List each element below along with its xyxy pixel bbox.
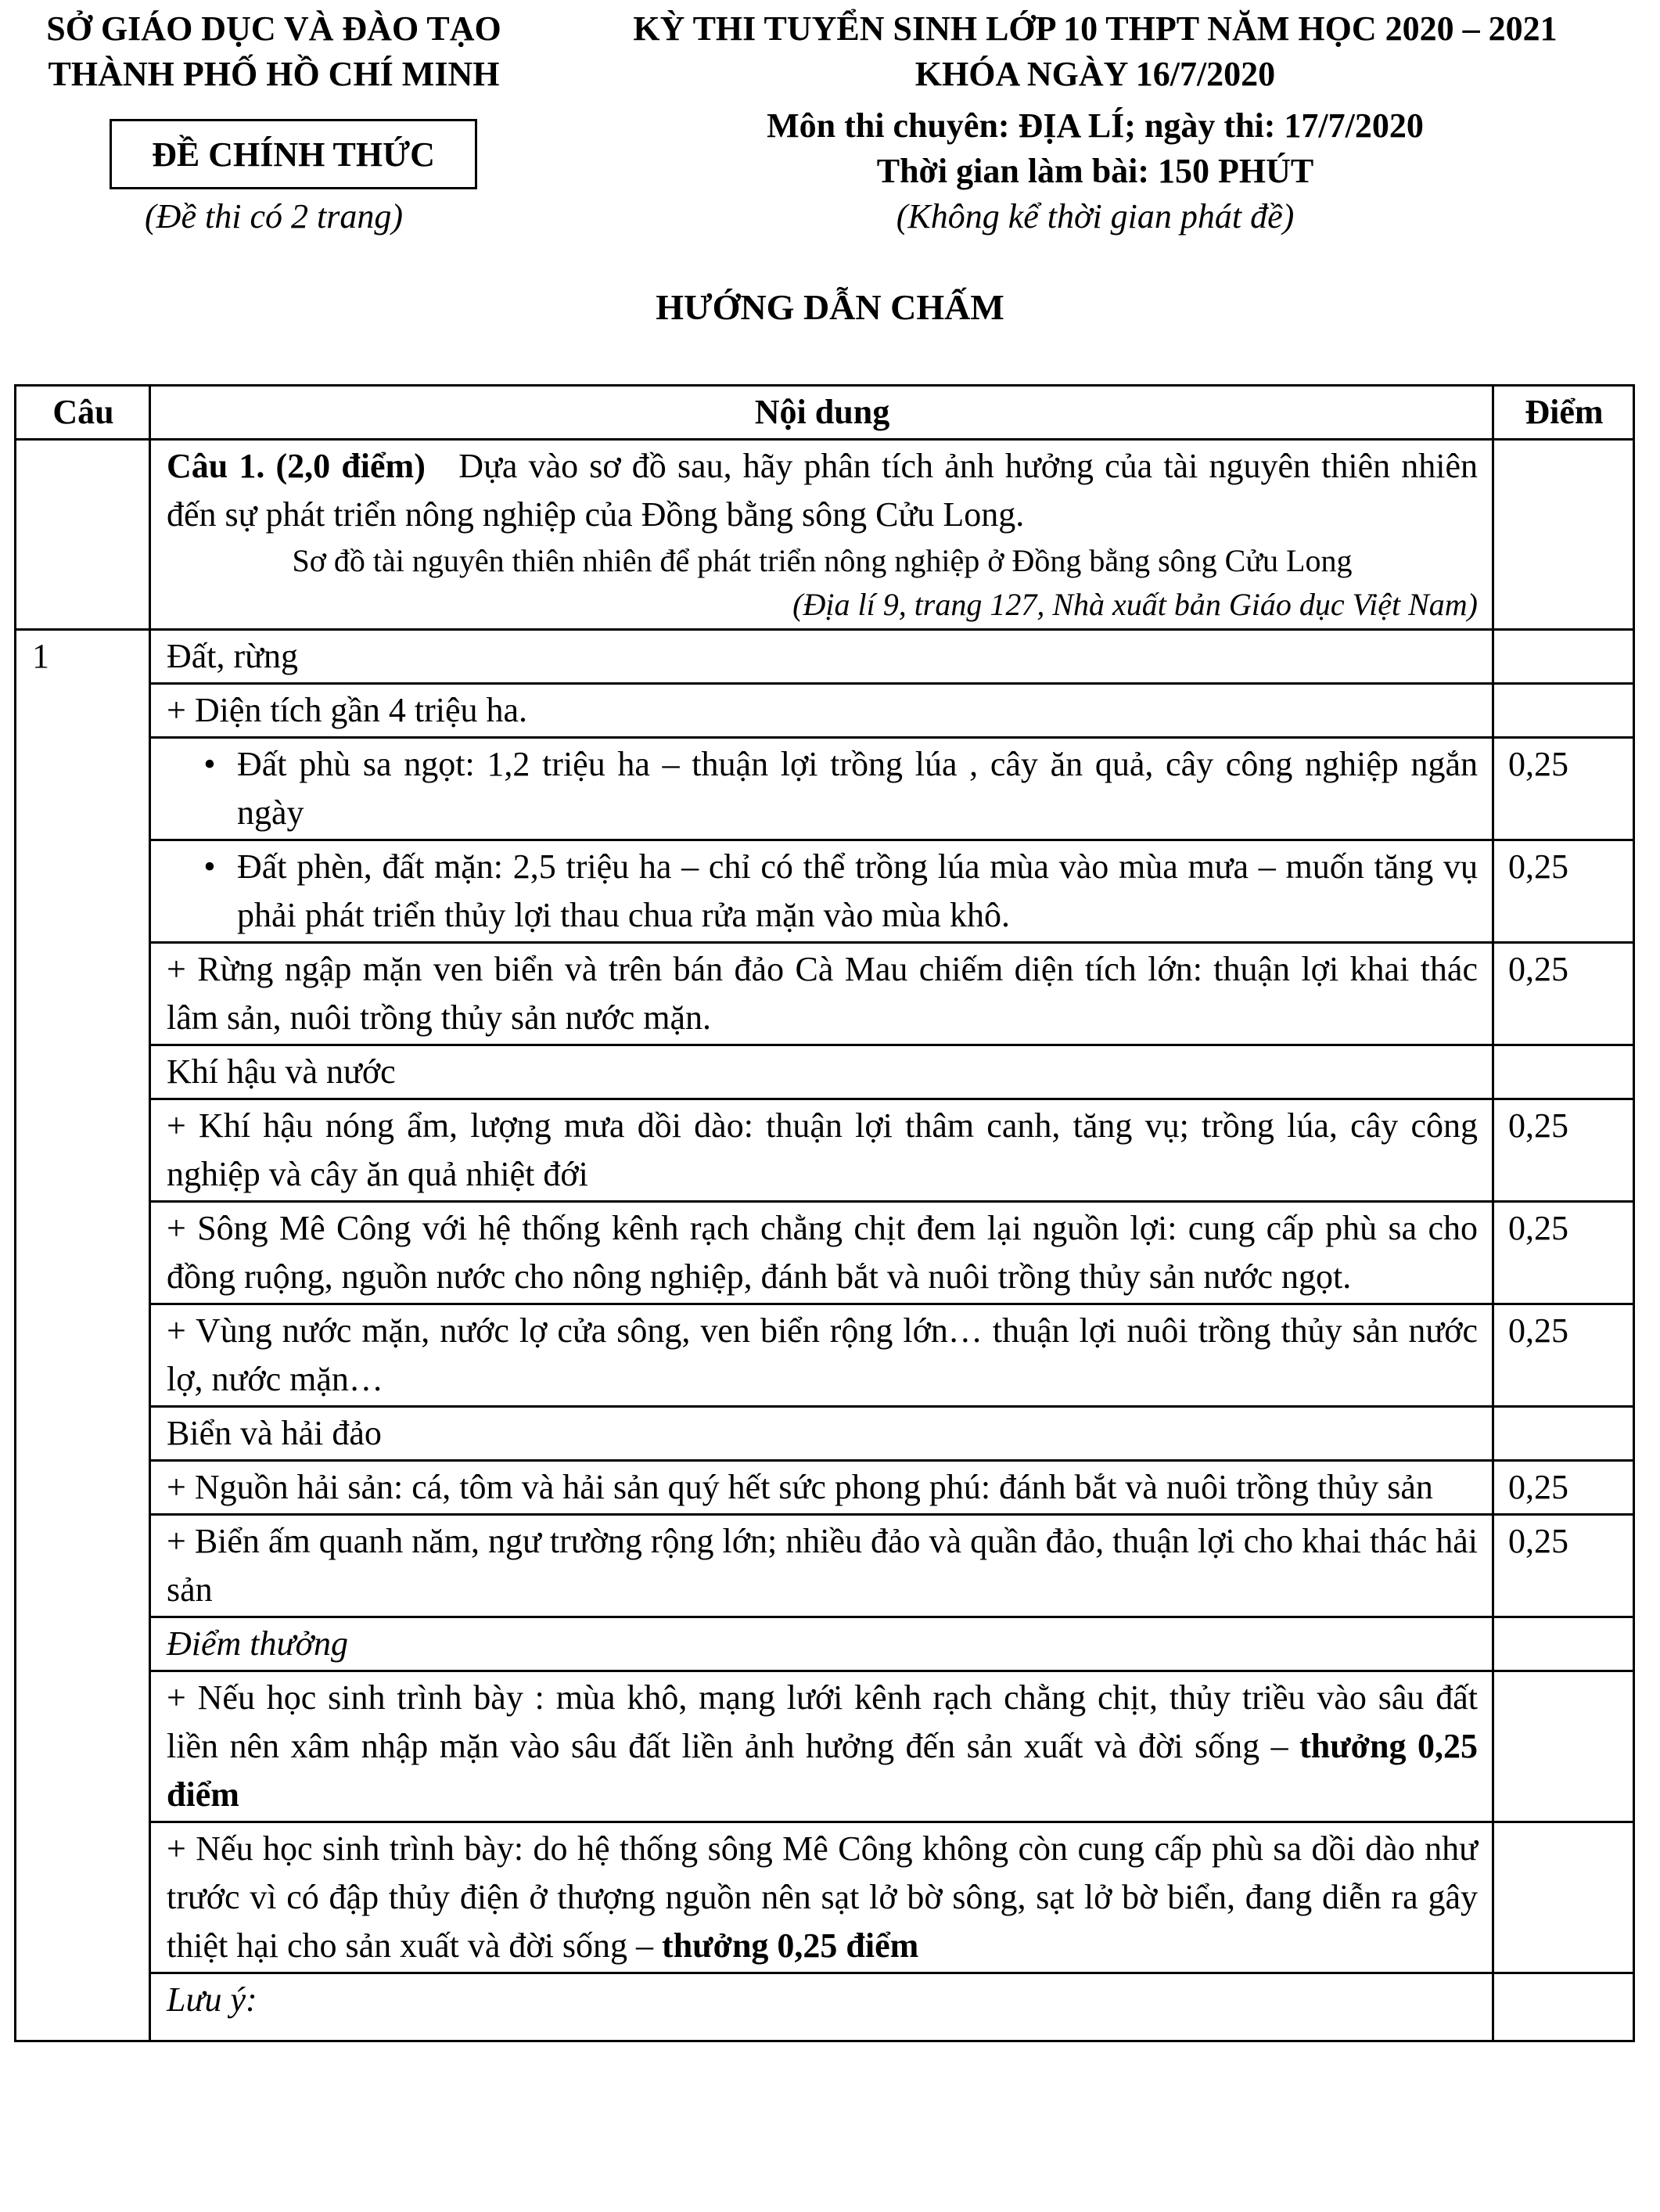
column-header-score: Điểm xyxy=(1493,386,1634,440)
exam-subject: Môn thi chuyên: ĐỊA LÍ; ngày thi: 17/7/2020 xyxy=(767,106,1424,145)
official-exam-badge: ĐỀ CHÍNH THỨC xyxy=(110,119,477,189)
table-row: + Nguồn hải sản: cá, tôm và hải sản quý hết sức phong phú: đánh bắt và nuôi trồng thủy sản 0,25 xyxy=(16,1461,1634,1515)
table-row: + Vùng nước mặn, nước lợ cửa sông, ven biển rộng lớn… thuận lợi nuôi trồng thủy sản nước lợ, nước mặn… 0,25 xyxy=(16,1304,1634,1407)
city-line: THÀNH PHỐ HỒ CHÍ MINH xyxy=(48,55,500,93)
question-label: Câu 1. (2,0 điểm) xyxy=(167,447,426,485)
table-row: + Biển ấm quanh năm, ngư trường rộng lớn; nhiều đảo và quần đảo, thuận lợi cho khai thác hải sản 0,25 xyxy=(16,1515,1634,1617)
grading-table xyxy=(14,384,1635,2042)
score-value: 0,25 xyxy=(1493,943,1634,1045)
bonus-points: thưởng 0,25 điểm xyxy=(662,1926,919,1965)
exam-title: KỲ THI TUYỂN SINH LỚP 10 THPT NĂM HỌC 2020 – 2021 xyxy=(633,9,1558,48)
bonus-heading: Điểm thưởng xyxy=(150,1617,1493,1671)
page-title: HƯỚNG DẪN CHẤM xyxy=(656,287,1004,327)
score-value: 0,25 xyxy=(1493,1461,1634,1515)
column-header-question: Câu xyxy=(16,386,150,440)
table-row xyxy=(16,1407,1634,1461)
bullet-icon: • xyxy=(203,847,216,886)
score-value: 0,25 xyxy=(1493,1515,1634,1617)
table-row: + Nếu học sinh trình bày: do hệ thống sông Mê Công không còn cung cấp phù sa dồi dào như trước vì có đập thủy điện ở thượng nguồn nên sạt lở bờ sông, sạt lở bờ biển, đang diễn ra gây thiệt hại cho sản xuất và đời sống – thưởng 0,25 điểm xyxy=(16,1822,1634,1973)
table-row: + Sông Mê Công với hệ thống kênh rạch chằng chịt đem lại nguồn lợi: cung cấp phù sa cho đồng ruộng, nguồn nước cho nông nghiệp, đánh bắt và nuôi trồng thủy sản nước ngọt. 0,25 xyxy=(16,1202,1634,1304)
table-header-row xyxy=(16,386,1634,440)
section-heading: Đất, rừng xyxy=(150,630,1493,684)
score-value: 0,25 xyxy=(1493,1202,1634,1304)
question-number: 1 xyxy=(16,630,150,2041)
bullet-icon: • xyxy=(203,745,216,783)
note-heading: Lưu ý: xyxy=(150,1973,1493,2041)
score-value: 0,25 xyxy=(1493,840,1634,943)
table-row xyxy=(16,1617,1634,1671)
score-value: 0,25 xyxy=(1493,1099,1634,1202)
question-intro-row xyxy=(16,440,1634,630)
table-row: + Khí hậu nóng ẩm, lượng mưa dồi dào: thuận lợi thâm canh, tăng vụ; trồng lúa, cây công nghiệp và cây ăn quả nhiệt đới 0,25 xyxy=(16,1099,1634,1202)
question-prompt: Câu 1. (2,0 điểm) Dựa vào sơ đồ sau, hãy phân tích ảnh hưởng của tài nguyên thiên nhiên đến sự phát triển nông nghiệp của Đồng bằng sông Cửu Long. xyxy=(167,447,1478,534)
table-row: + Rừng ngập mặn ven biển và trên bán đảo Cà Mau chiếm diện tích lớn: thuận lợi khai thác lâm sản, nuôi trồng thủy sản nước mặn. 0,25 xyxy=(16,943,1634,1045)
diagram-caption: Sơ đồ tài nguyên thiên nhiên để phát triển nông nghiệp ở Đồng bằng sông Cửu Long xyxy=(292,543,1353,578)
section-heading: Khí hậu và nước xyxy=(150,1045,1493,1099)
column-header-content: Nội dung xyxy=(150,386,1493,440)
table-row xyxy=(16,630,1634,684)
section-heading: Biển và hải đảo xyxy=(150,1407,1493,1461)
table-row: • Đất phèn, đất mặn: 2,5 triệu ha – chỉ có thể trồng lúa mùa vào mùa mưa – muốn tăng vụ phải phát triển thủy lợi thau chua rửa mặn vào mùa khô. 0,25 xyxy=(16,840,1634,943)
table-row xyxy=(16,1973,1634,2041)
table-row: • Đất phù sa ngọt: 1,2 triệu ha – thuận lợi trồng lúa , cây ăn quả, cây công nghiệp ngắn ngày 0,25 xyxy=(16,738,1634,840)
score-value: 0,25 xyxy=(1493,1304,1634,1407)
table-row xyxy=(16,1045,1634,1099)
exam-duration-note: (Không kể thời gian phát đề) xyxy=(896,197,1295,236)
department-line: SỞ GIÁO DỤC VÀ ĐÀO TẠO xyxy=(46,9,501,48)
exam-session: KHÓA NGÀY 16/7/2020 xyxy=(914,55,1276,93)
score-value: 0,25 xyxy=(1493,738,1634,840)
diagram-source: (Địa lí 9, trang 127, Nhà xuất bản Giáo dục Việt Nam) xyxy=(792,587,1478,622)
exam-duration: Thời gian làm bài: 150 PHÚT xyxy=(876,152,1314,190)
table-row: + Diện tích gần 4 triệu ha. xyxy=(16,684,1634,738)
table-row: + Nếu học sinh trình bày : mùa khô, mạng lưới kênh rạch chằng chịt, thủy triều vào sâu đất liền nên xâm nhập mặn vào sâu đất liền ảnh hưởng đến sản xuất và đời sống – thưởng 0,25 điểm xyxy=(16,1671,1634,1822)
pages-note: (Đề thi có 2 trang) xyxy=(145,197,403,236)
bonus-points: thưởng 0,25 điểm xyxy=(167,1727,1478,1814)
